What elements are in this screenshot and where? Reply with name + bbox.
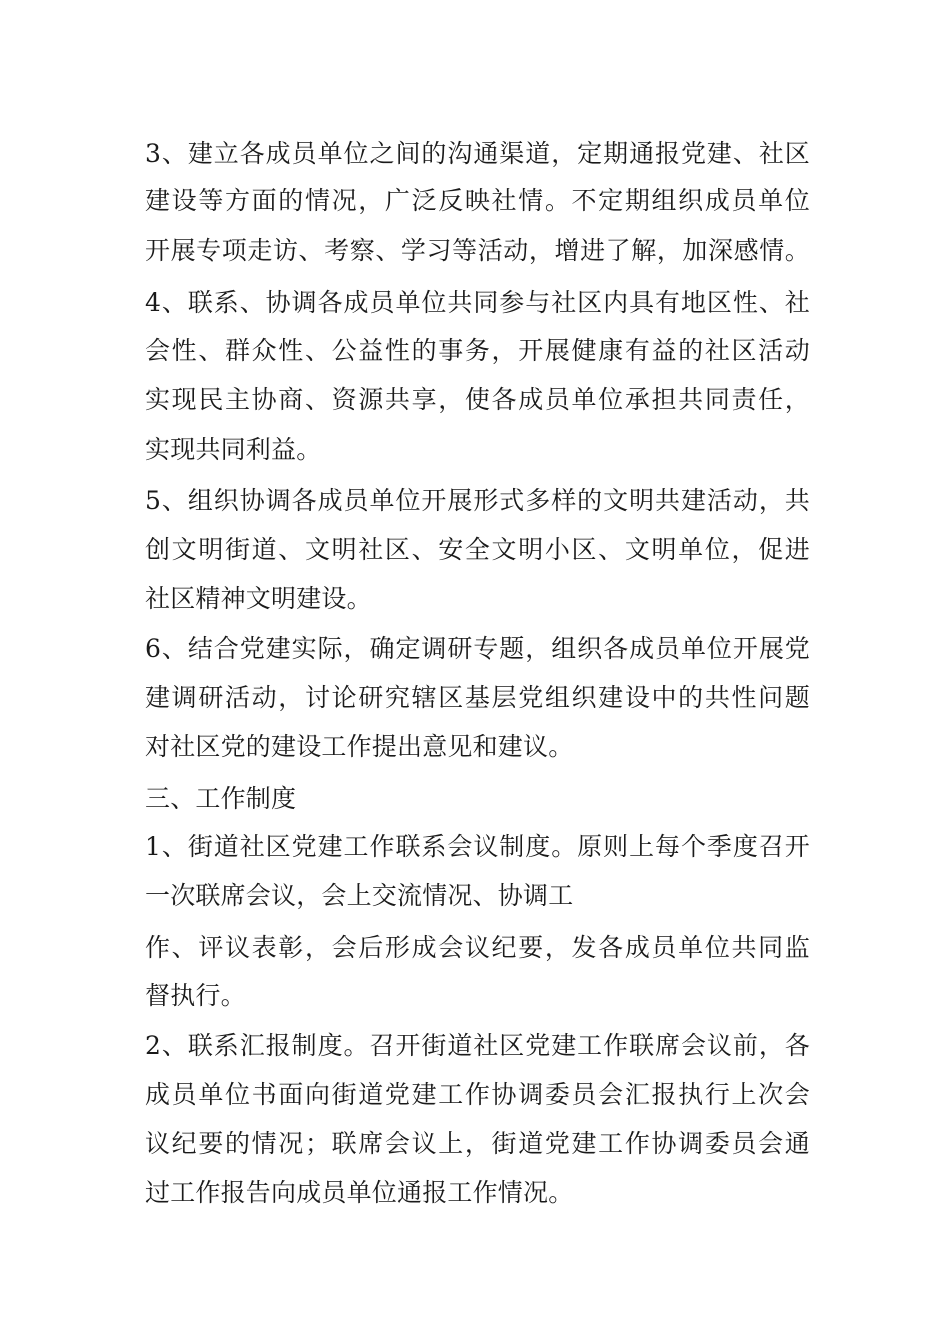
text-line: 对社区党的建设工作提出意见和建议。 [145,732,574,761]
section-heading: 三、工作制度 [145,784,297,813]
text-line: 5、组织协调各成员单位开展形式多样的文明共建活动，共 [145,486,810,515]
text-line: 督执行。 [145,981,246,1010]
text-line: 社区精神文明建设。 [145,584,372,613]
text-line: 一次联席会议，会上交流情况、协调工 [145,881,574,910]
text-line: 过工作报告向成员单位通报工作情况。 [145,1178,574,1207]
text-line: 成员单位书面向街道党建工作协调委员会汇报执行上次会 [145,1080,810,1109]
text-line: 3、建立各成员单位之间的沟通渠道，定期通报党建、社区 [145,139,810,168]
text-line: 议纪要的情况；联席会议上，街道党建工作协调委员会通 [145,1129,810,1158]
text-line: 创文明街道、文明社区、安全文明小区、文明单位，促进 [145,535,810,564]
text-line: 作、评议表彰，会后形成会议纪要，发各成员单位共同监 [145,933,810,962]
text-line: 4、联系、协调各成员单位共同参与社区内具有地区性、社 [145,288,810,317]
text-line: 会性、群众性、公益性的事务，开展健康有益的社区活动 [145,336,810,365]
text-line: 建设等方面的情况，广泛反映社情。不定期组织成员单位 [145,186,810,215]
text-line: 实现民主协商、资源共享，使各成员单位承担共同责任， [145,385,810,414]
text-line: 开展专项走访、考察、学习等活动，增进了解，加深感情。 [145,236,810,265]
text-line: 实现共同利益。 [145,435,322,464]
text-line: 2、联系汇报制度。召开街道社区党建工作联席会议前，各 [145,1031,810,1060]
text-line: 1、街道社区党建工作联系会议制度。原则上每个季度召开 [145,832,810,861]
text-line: 6、结合党建实际，确定调研专题，组织各成员单位开展党 [145,634,810,663]
text-line: 建调研活动，讨论研究辖区基层党组织建设中的共性问题 [145,683,810,712]
